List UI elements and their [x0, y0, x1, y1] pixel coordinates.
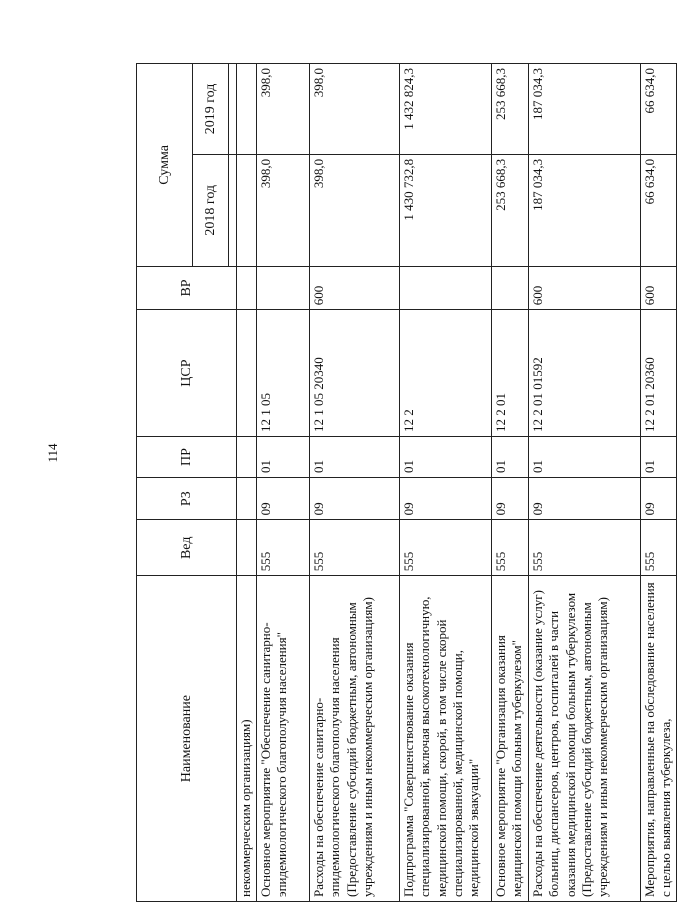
row-rz: 09	[529, 478, 641, 520]
row-ved: 555	[529, 520, 641, 576]
row-rz: 09	[400, 478, 492, 520]
header-csr: ЦСР	[137, 310, 237, 437]
row-sum-2018	[237, 154, 257, 266]
row-pr: 01	[310, 437, 400, 478]
row-sum-2019	[237, 64, 257, 155]
table-row	[492, 64, 529, 902]
row-name: Основное мероприятие "Обеспечение санитарно-эпидемиологического благополучия населения"	[257, 576, 310, 902]
row-vr: 600	[310, 266, 400, 310]
page-number: 114	[45, 443, 60, 463]
table-row	[257, 64, 310, 902]
header-name: Наименование	[137, 576, 237, 902]
row-sum-2019: 1 432 824,3	[400, 64, 492, 155]
row-csr: 12 2 01	[492, 310, 529, 437]
row-csr: 12 2 01 20360	[641, 310, 677, 437]
table-row	[400, 64, 492, 902]
table-row	[237, 64, 257, 902]
row-rz: 09	[492, 478, 529, 520]
header-pr: ПР	[137, 437, 237, 478]
row-name: Расходы на обеспечение деятельности (оказание услуг) больниц, диспансеров, центров, госпиталей в части оказания медицинской помощи больным туберкулезом (Предоставление субсидий бюджетным, автономным учреждениям и иным некоммерческим организациям)	[529, 576, 641, 902]
header-sum: Сумма	[137, 64, 193, 267]
row-rz: 09	[257, 478, 310, 520]
row-pr: 01	[257, 437, 310, 478]
row-pr: 01	[529, 437, 641, 478]
row-sum-2018: 1 430 732,8	[400, 154, 492, 266]
row-name: Мероприятия, направленные на обследование населения с целью выявления туберкулеза,	[641, 576, 677, 902]
row-ved: 555	[257, 520, 310, 576]
row-sum-2018: 66 634,0	[641, 154, 677, 266]
row-rz	[237, 478, 257, 520]
rotated-page	[136, 63, 674, 902]
row-ved: 555	[310, 520, 400, 576]
header-spacer	[229, 64, 237, 155]
row-sum-2019: 398,0	[257, 64, 310, 155]
row-ved: 555	[492, 520, 529, 576]
row-ved: 555	[641, 520, 677, 576]
row-sum-2018: 253 668,3	[492, 154, 529, 266]
table-row	[310, 64, 400, 902]
header-year-2018: 2018 год	[193, 154, 229, 266]
row-csr: 12 1 05 20340	[310, 310, 400, 437]
row-sum-2019: 398,0	[310, 64, 400, 155]
row-sum-2018: 398,0	[257, 154, 310, 266]
header-vr: ВР	[137, 266, 237, 310]
row-csr: 12 2 01 01592	[529, 310, 641, 437]
row-name: Основное мероприятие "Организация оказания медицинской помощи больным туберкулезом"	[492, 576, 529, 902]
table-row	[529, 64, 641, 902]
row-vr	[400, 266, 492, 310]
row-vr	[257, 266, 310, 310]
row-name: Расходы на обеспечение санитарно-эпидемиологического благополучия населения (Предоставление субсидий бюджетным, автономным учреждениям и иным некоммерческим организациям)	[310, 576, 400, 902]
row-pr	[237, 437, 257, 478]
row-ved	[237, 520, 257, 576]
row-csr: 12 1 05	[257, 310, 310, 437]
row-vr	[492, 266, 529, 310]
header-rz: РЗ	[137, 478, 237, 520]
budget-table	[136, 63, 677, 902]
row-vr: 600	[529, 266, 641, 310]
row-sum-2019: 187 034,3	[529, 64, 641, 155]
row-csr: 12 2	[400, 310, 492, 437]
row-rz: 09	[641, 478, 677, 520]
row-csr	[237, 310, 257, 437]
row-name: Подпрограмма "Совершенствование оказания специализированной, включая высокотехнологичную, медицинской помощи, скорой, в том числе скорой специализированной, медицинской помощи, медицинской эвакуации"	[400, 576, 492, 902]
header-spacer	[229, 154, 237, 266]
header-year-2019: 2019 год	[193, 64, 229, 155]
row-sum-2019: 253 668,3	[492, 64, 529, 155]
row-vr	[237, 266, 257, 310]
table-row	[641, 64, 677, 902]
row-vr: 600	[641, 266, 677, 310]
row-ved: 555	[400, 520, 492, 576]
header-ved: Вед	[137, 520, 237, 576]
row-sum-2018: 187 034,3	[529, 154, 641, 266]
row-pr: 01	[400, 437, 492, 478]
row-sum-2019: 66 634,0	[641, 64, 677, 155]
row-name: некоммерческим организациям)	[237, 576, 257, 902]
row-sum-2018: 398,0	[310, 154, 400, 266]
row-pr: 01	[492, 437, 529, 478]
row-pr: 01	[641, 437, 677, 478]
row-rz: 09	[310, 478, 400, 520]
